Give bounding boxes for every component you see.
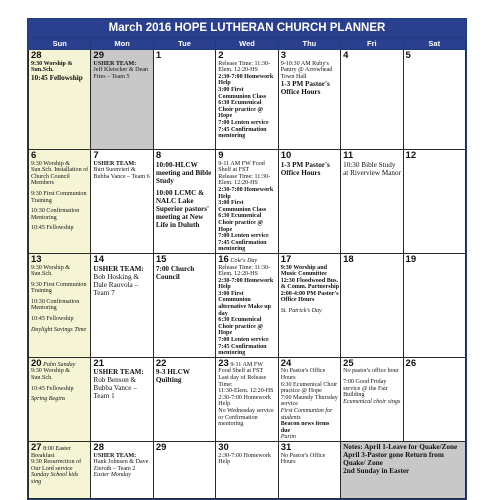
day-number: 26 <box>405 357 417 369</box>
day-number: 19 <box>405 253 417 265</box>
day-cell <box>91 50 153 150</box>
event-text: 10:00 LCMC & NALC Lake Superior pastors' meeting at New Life in Duluth <box>155 188 210 229</box>
weekday-mon: Mon <box>91 38 153 50</box>
week-row <box>29 50 466 150</box>
day-cell <box>403 50 465 150</box>
event-text: USHER TEAM: <box>93 452 137 459</box>
event-text: 7:00 Lenten service <box>218 337 269 344</box>
event-text: 1-3 PM Pastor's Office Hours <box>280 160 330 177</box>
weekday-wed: Wed <box>216 38 278 50</box>
day-number: 10 <box>280 150 292 161</box>
day-number: 30 <box>218 441 229 453</box>
day-cell <box>403 150 465 254</box>
event-text: 3:00 First Communion Class <box>218 200 267 213</box>
event-text: 10:45 Fellowship <box>31 385 74 392</box>
event-text: 9:30 Worship & Sun.Sch. <box>31 60 73 74</box>
week-row <box>29 150 466 254</box>
event-text: First Communion for students <box>280 407 333 421</box>
day-number: 1 <box>155 50 162 61</box>
day-number: 3 <box>280 50 286 61</box>
day-cell <box>91 441 153 498</box>
calendar-grid <box>28 37 466 499</box>
day-cell <box>278 253 340 357</box>
event-text: 10:45 Fellowship <box>31 73 83 82</box>
event-text: 7:00 Lenten service <box>218 119 269 126</box>
event-text: 3:00 First Communion Class <box>218 86 267 100</box>
event-text: 6:30 Ecumenical Choir practice @ Hope <box>218 317 264 337</box>
weekday-fri: Fri <box>341 38 403 50</box>
event-text: 2:30-7:00 Homework Help <box>218 186 274 200</box>
day-number: 7 <box>93 150 99 161</box>
day-cell <box>29 357 91 441</box>
day-cell <box>91 150 153 254</box>
day-cell <box>216 357 278 441</box>
day-number: 25 <box>343 357 354 369</box>
day-number: 31 <box>280 441 292 453</box>
day-cell <box>216 50 278 150</box>
event-text: No pastor's office hour <box>343 368 399 375</box>
day-number: 16 <box>218 253 229 265</box>
day-number: 21 <box>93 357 104 369</box>
day-number: 6 <box>31 150 37 161</box>
event-text: 10:00-HLCW meeting and Bible Study <box>155 160 212 185</box>
calendar <box>27 18 467 500</box>
day-number: 29 <box>155 441 167 453</box>
day-number: 13 <box>31 253 42 265</box>
day-number: 2 <box>218 50 224 61</box>
event-text: Last day of Release Time: <box>218 375 267 388</box>
event-text: 3:00 First Communion alternative Make up day <box>218 290 272 317</box>
notes-text: April 3-Pastor gone Return from Quake/ Zone <box>343 450 444 467</box>
event-text: Ecumenical choir sings <box>343 398 401 405</box>
day-cell <box>29 50 91 150</box>
day-number: 23 <box>218 357 229 369</box>
day-cell <box>153 441 215 498</box>
day-cell <box>153 50 215 150</box>
event-text: 2:00-4:00 PM Pastor's Office Hours <box>280 290 339 304</box>
event-text: Easter Monday <box>93 472 131 479</box>
event-text: No Pastor's Office Hours <box>280 368 326 381</box>
event-text: 10:45 Fellowship <box>31 225 74 232</box>
event-text: 9:30 Worship & Sun.Sch. <box>31 368 71 381</box>
event-text: 7:45 Confirmation mentoring <box>218 343 267 357</box>
day-cell <box>278 150 340 254</box>
week-row <box>29 441 466 498</box>
day-number: 18 <box>343 253 354 265</box>
day-number: 29 <box>93 50 104 61</box>
event-text: Jeff Kletscher & Dean Fries – Team 5 <box>93 67 148 80</box>
event-text: 6:30 Ecumenical Choir practice @ Hope <box>280 381 338 395</box>
day-cell <box>91 357 153 441</box>
notes-cell <box>341 441 466 498</box>
event-text: 10:30 Bible Study at Riverview Manor <box>343 160 401 177</box>
day-cell <box>153 150 215 254</box>
event-text: Release Time: 11:30-Elem. 12:20-HS <box>218 264 271 278</box>
day-number: 5 <box>405 50 411 61</box>
event-text: 7:00 Church Council <box>155 264 195 281</box>
event-text: 7:00 Lenten service <box>218 233 269 240</box>
event-text: 9:30 Worship & Sun.Sch. <box>31 264 71 278</box>
event-text: 9-11 AM FW Food Shelf at FST <box>218 361 264 375</box>
day-cell <box>341 150 403 254</box>
event-text: Sunday School kids sing <box>31 472 79 485</box>
day-cell <box>29 441 91 498</box>
event-text: Palm Sunday <box>43 361 76 368</box>
event-text: 10:45 Fellowship <box>31 316 74 323</box>
event-text: 7:00 Maundy Thursday service <box>280 394 338 408</box>
event-text: USHER TEAM: <box>93 60 137 67</box>
event-text: 7:45 Confirmation mentoring <box>218 126 267 140</box>
event-text: 2:30-7:00 Homework Help <box>218 394 271 408</box>
event-text: 9:30 First Communion Training <box>31 190 87 204</box>
event-text: USHER TEAM: <box>93 368 144 377</box>
day-number: 8 <box>155 150 162 161</box>
weekday-thu: Thu <box>278 38 340 50</box>
weekday-tue: Tue <box>153 38 215 50</box>
day-cell <box>216 253 278 357</box>
day-number: 27 <box>31 441 42 453</box>
event-text: Release Time: 11:30-Elem. 12:20-HS <box>218 173 271 187</box>
notes-text: 2nd Sunday in Easter <box>343 466 410 475</box>
day-number: 11 <box>343 150 354 161</box>
weekday-sun: Sun <box>29 38 91 50</box>
event-text: Daylight Savings Time <box>31 326 87 333</box>
day-cell <box>216 441 278 498</box>
event-text: Purim <box>280 434 296 441</box>
event-text: 9-10:30 AM Ruby's Pantry @ Arrowhead Town Hall <box>280 60 333 80</box>
event-text: 11:30-Elem. 12:20-HS <box>218 388 274 395</box>
event-text: No Pastor's Office Hours <box>280 452 326 466</box>
day-number: 9 <box>218 150 224 161</box>
day-cell <box>278 441 340 498</box>
event-text: 9:30 First Communion Training <box>31 281 87 295</box>
event-text: Hank Johnsen & Dave Zieroth – Team 2 <box>93 459 149 472</box>
day-cell <box>403 253 465 357</box>
event-text: Spring Begins <box>31 396 66 403</box>
event-text: St. Patrick's Day <box>280 308 322 315</box>
day-number: 22 <box>155 357 167 369</box>
day-cell <box>278 50 340 150</box>
day-cell <box>153 253 215 357</box>
event-text: Release Time: 11:30-Elem. 12:20-HS <box>218 60 271 74</box>
day-cell <box>91 253 153 357</box>
event-text: 6:30 Ecumenical Choir practice @ Hope <box>218 213 264 233</box>
day-cell <box>341 253 403 357</box>
day-number: 24 <box>280 357 292 369</box>
event-text: Beacon news items due <box>280 421 330 434</box>
event-text: 7:00 Good Friday service @ the Fair Building <box>343 379 388 399</box>
event-text: No Wednesday service or Confirmation mentoring <box>218 407 274 428</box>
event-text: 7:45 Confirmation mentoring <box>218 239 267 253</box>
event-text: 10:30 Confirmation Mentoring <box>31 208 80 221</box>
day-number: 14 <box>93 253 104 265</box>
notes-text: Notes: April 1-Leave for Quake/Zone <box>343 442 458 451</box>
day-cell <box>278 357 340 441</box>
event-text: 6:30 Ecumenical Choir practice @ Hope <box>218 100 264 120</box>
day-number: 15 <box>155 253 167 265</box>
calendar-title: March 2016 HOPE LUTHERAN CHURCH PLANNER <box>28 19 466 37</box>
event-text: 9:30 Worship and Music Committee <box>280 264 327 278</box>
event-text: 2:30-7:00 Homework Help <box>218 277 274 291</box>
day-cell <box>153 357 215 441</box>
day-number: 28 <box>93 441 104 453</box>
event-text: 10:30 Confirmation Mentoring <box>31 298 80 312</box>
week-row <box>29 253 466 357</box>
weekday-header-row <box>29 38 466 50</box>
event-text: 8:00 Easter Breakfast <box>31 445 71 459</box>
event-text: 1-3 PM Pastor's Office Hours <box>280 80 330 97</box>
week-row <box>29 357 466 441</box>
day-number: 17 <box>280 253 292 265</box>
event-text: 9:30 Resurrection of Our Lord service <box>31 459 82 472</box>
event-text: 2:30-7:00 Homework Help <box>218 452 271 466</box>
event-text: Rob Benson & Bubba Vance – Team 1 <box>93 376 137 401</box>
event-text: 9-11 AM FW Food Shelf at FST <box>218 160 265 174</box>
day-cell <box>216 150 278 254</box>
day-cell <box>341 357 403 441</box>
day-number: 4 <box>343 50 349 61</box>
day-number: 28 <box>31 50 42 61</box>
event-text: Bob Hosking & Dale Rauvola – Team 7 <box>93 272 139 297</box>
event-text: 2:30-7:00 Homework Help <box>218 73 274 87</box>
day-number: 20 <box>31 357 42 369</box>
day-cell <box>403 357 465 441</box>
weekday-sat: Sat <box>403 38 465 50</box>
day-cell <box>29 150 91 254</box>
event-text: 9:30 Worship & Sun.Sch. Installation of Church Council Members <box>31 160 89 187</box>
event-text: 12:30 Floodwood Bus. & Comm. Partnership <box>280 277 340 291</box>
event-text: Cole's Day <box>230 257 258 264</box>
event-text: USHER TEAM: <box>93 160 137 167</box>
event-text: USHER TEAM: <box>93 264 144 273</box>
day-number: 12 <box>405 150 417 161</box>
day-cell <box>341 50 403 150</box>
event-text: Burt Suonvieri & Bubba Vance – Team 6 <box>93 167 150 180</box>
event-text: 9-3 HLCW Quilting <box>155 368 190 385</box>
day-cell <box>29 253 91 357</box>
